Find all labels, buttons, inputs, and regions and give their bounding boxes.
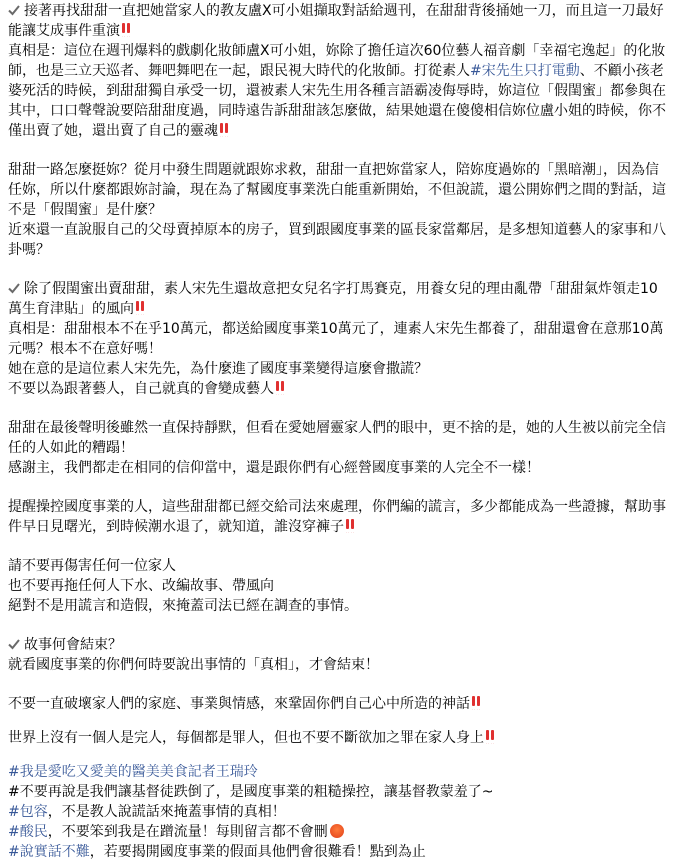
footer-line-3: ，不是教人說謊話來掩蓋事情的真相！ bbox=[47, 804, 286, 820]
paragraph-7-line-2: 就看國度事業的你們何時要說出事情的「真相」，才會結束！ bbox=[8, 657, 379, 673]
footer-hashtags bbox=[8, 762, 667, 862]
paragraph-9 bbox=[8, 728, 667, 748]
paragraph-8 bbox=[8, 694, 667, 714]
paragraph-4-line-2: 感謝主，我們都走在相同的信仰當中，還是跟你們有心經營國度事業的人完全不一樣！ bbox=[8, 460, 540, 476]
paragraph-3-line-1: 除了假閨蜜出賣甜甜，素人宋先生還故意把女兒名字打馬賽克，用養女兒的理由亂帶「甜甜氣炸領走10萬生育津貼」的風向 bbox=[8, 281, 658, 317]
double-exclamation-icon bbox=[219, 123, 229, 137]
double-exclamation-icon bbox=[485, 730, 495, 744]
paragraph-3-line-2: 真相是：甜甜根本不在乎10萬元，都送給國度事業10萬元了，連素人宋先生都養了，甜甜還會在意那10萬元嗎？根本不在意好嗎！ bbox=[8, 321, 664, 357]
paragraph-5 bbox=[8, 497, 667, 537]
paragraph-2-line-1: 甜甜一路怎麼挺妳？從月中發生問題就跟妳求救，甜甜一直把妳當家人，陪妳度過妳的「黑暗潮」，因為信任妳，所以什麼都跟妳討論，現在為了幫國度事業洗白能重新開始，不但說謊，還公開妳們之間的對話，這不是「假閨蜜」是什麼？ bbox=[8, 162, 666, 218]
paragraph-4-line-1: 甜甜在最後聲明後雖然一直保持靜默，但看在愛她層靈家人們的眼中，更不捨的是，她的人生被以前完全信任的人如此的糟蹋！ bbox=[8, 420, 666, 456]
paragraph-8-line-1: 不要一直破壞家人們的家庭、事業與情感，來鞏固你們自己心中所造的神話 bbox=[8, 696, 470, 712]
check-mark-icon bbox=[8, 282, 20, 294]
footer-line-4: ，不要笨到我是在蹭流量！每則留言都不會刪 bbox=[47, 824, 328, 840]
double-exclamation-icon bbox=[345, 519, 355, 533]
paragraph-3 bbox=[8, 279, 667, 399]
paragraph-7-line-1: 故事何會結束？ bbox=[24, 637, 122, 653]
paragraph-1-line-2: 真相是：這位在週刊爆料的戲劇化妝師盧X可小姐，妳除了擔任這次60位藝人福音劇「幸福宅逸起」的化妝師，也是三立天巡者、舞吧舞吧在一起，跟民視大時代的化妝師。打從素人 bbox=[8, 43, 666, 79]
paragraph-1-line-3: 、不顧小孩老婆死活的時候，到甜甜獨自承受一切，還被素人宋先生用各種言語霸凌侮辱時，妳這位「假閨蜜」都參與在其中，口口聲聲說要陪甜甜度過，同時遠告訴甜甜該怎麼做，結果她還在傻傻相信妳位盧小姐的時候，你不僅出賣了她，還出賣了自己的靈魂 bbox=[8, 63, 666, 139]
paragraph-9-line-1: 世界上沒有一個人是完人，每個都是罪人，但也不要不斷欲加之罪在家人身上 bbox=[8, 730, 484, 746]
double-exclamation-icon bbox=[275, 381, 285, 395]
hashtag-link[interactable]: #宋先生只打電動 bbox=[470, 63, 580, 79]
paragraph-2 bbox=[8, 160, 667, 260]
check-mark-icon bbox=[8, 638, 20, 650]
double-exclamation-icon bbox=[135, 301, 145, 315]
paragraph-6-line-1: 請不要再傷害任何一位家人 bbox=[8, 558, 176, 574]
hashtag-link[interactable]: #包容 bbox=[8, 804, 48, 820]
paragraph-4 bbox=[8, 418, 667, 478]
hashtag-link[interactable]: #我是愛吃又愛美的醫美美食記者王瑞玲 bbox=[8, 764, 258, 780]
paragraph-3-line-4: 不要以為跟著藝人，自己就真的會變成藝人 bbox=[8, 381, 274, 397]
double-exclamation-icon bbox=[471, 696, 481, 710]
paragraph-1-line-1: 接著再找甜甜一直把她當家人的教友盧X可小姐擷取對話給週刊，在甜甜背後捅她一刀，而且這一刀最好能讓艾成事件重演 bbox=[8, 3, 664, 39]
angry-face-icon bbox=[330, 824, 344, 838]
paragraph-2-line-2: 近來還一直說服自己的父母賣掉原本的房子，買到跟國度事業的區長家當鄰居，是多想知道藝人的家事和八卦嗎？ bbox=[8, 222, 666, 258]
paragraph-7 bbox=[8, 635, 667, 675]
paragraph-6 bbox=[8, 556, 667, 616]
footer-line-5: ，若要揭開國度事業的假面具他們會很難看！點到為止 bbox=[89, 844, 426, 860]
paragraph-6-line-2: 也不要再拖任何人下水、改編故事、帶風向 bbox=[8, 578, 274, 594]
check-mark-icon bbox=[8, 4, 20, 16]
hashtag-link[interactable]: #酸民 bbox=[8, 824, 48, 840]
paragraph-1 bbox=[8, 1, 667, 141]
double-exclamation-icon bbox=[121, 23, 131, 37]
paragraph-3-line-3: 她在意的是這位素人宋先先，為什麼進了國度事業變得這麼會撒謊？ bbox=[8, 361, 428, 377]
paragraph-5-line-1: 提醒操控國度事業的人，這些甜甜都已經交給司法來處理，你們編的謊言，多少都能成為一些證據，幫助事件早日見曙光，到時候潮水退了，就知道，誰沒穿褲子 bbox=[8, 499, 666, 535]
hashtag-link[interactable]: #說實話不難 bbox=[8, 844, 90, 860]
paragraph-6-line-3: 絕對不是用謊言和造假，來掩蓋司法已經在調查的事情。 bbox=[8, 598, 358, 614]
footer-line-2: #不要再說是我們讓基督徒跌倒了，是國度事業的粗糙操控，讓基督教蒙羞了~ bbox=[8, 784, 494, 800]
